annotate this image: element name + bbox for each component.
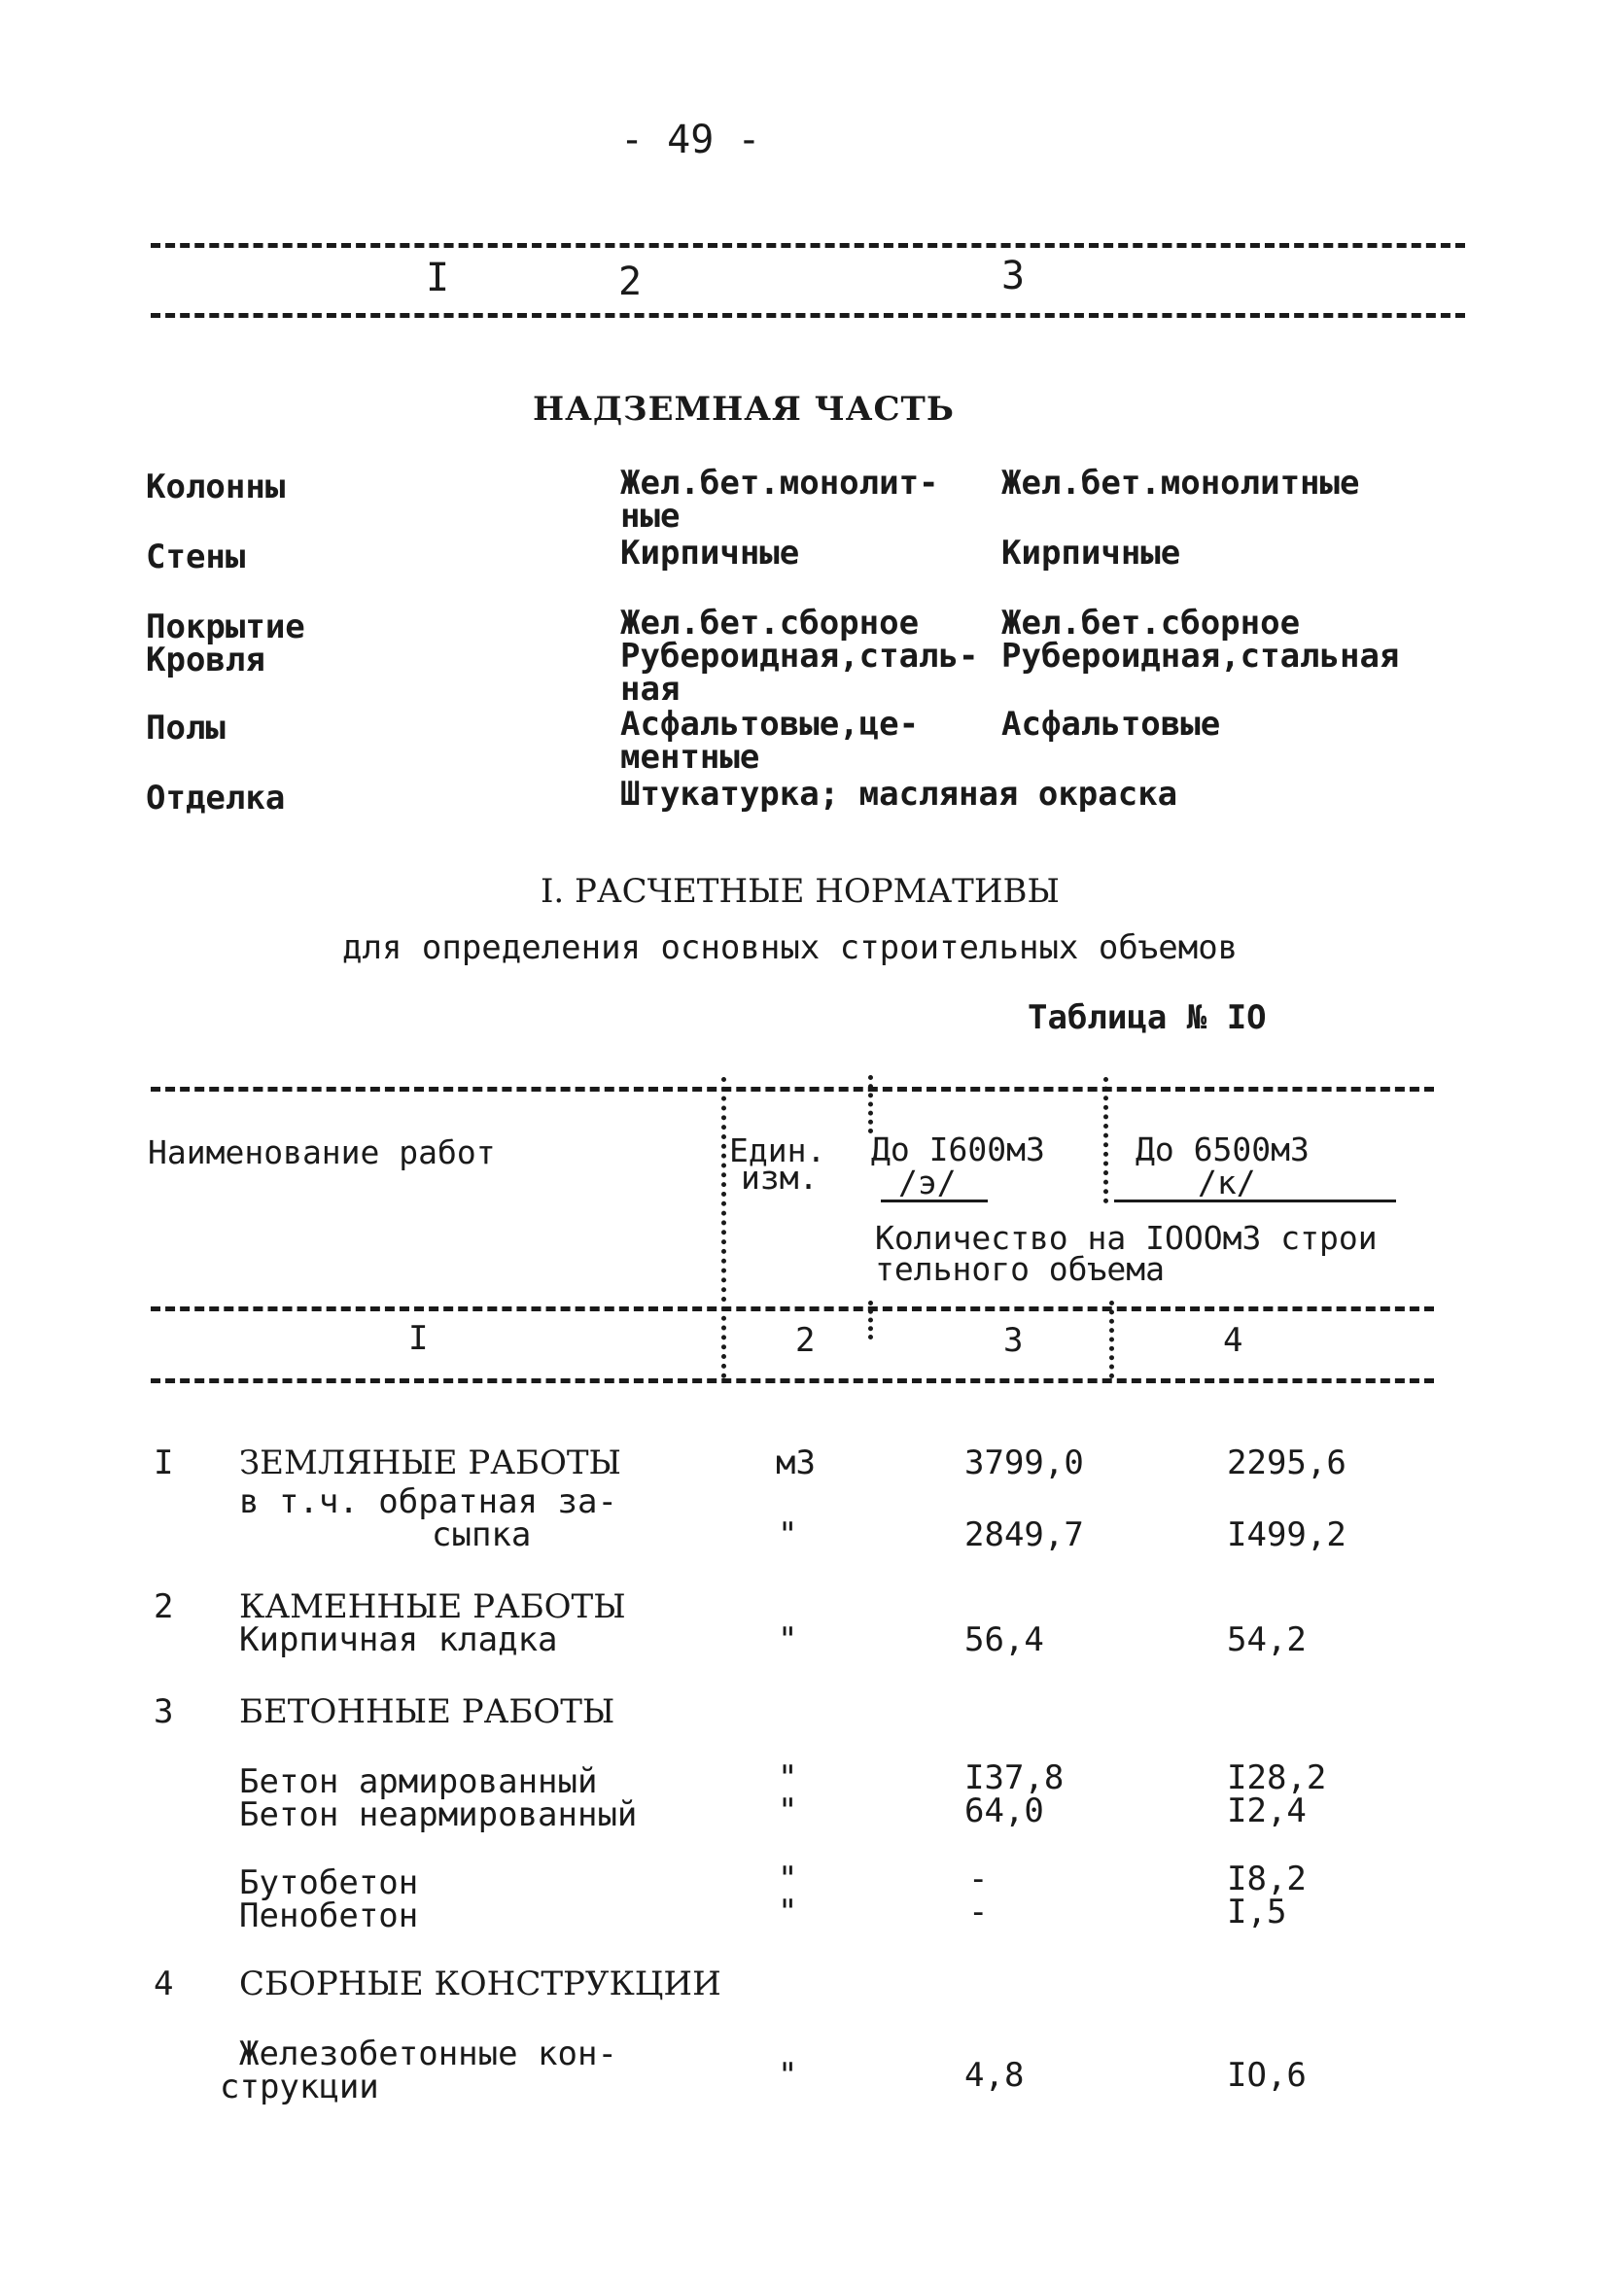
table-top-rule: [151, 1087, 1434, 1092]
row-value-4: I28,2: [1227, 1758, 1327, 1797]
col-header-qty: Количество на IOOOм3 строи тельного объема: [875, 1219, 1378, 1288]
table-mid-rule: [151, 1306, 1434, 1311]
row-value-4: I8,2: [1227, 1860, 1307, 1898]
material-value-col2: Жел.бет.сборное: [620, 604, 920, 643]
row-unit: ": [778, 1860, 798, 1898]
col-header-name: Наименование работ: [148, 1133, 496, 1171]
row-unit: ": [778, 1893, 798, 1931]
row-value-4: I499,2: [1227, 1515, 1346, 1554]
col-header-3-underline: [881, 1200, 988, 1202]
row-value-3: 2849,7: [964, 1515, 1084, 1554]
page-number: - 49 -: [620, 118, 761, 162]
col-header-3: До I600м3 /э/: [871, 1131, 1045, 1201]
material-name: Покрытие: [146, 608, 305, 646]
col-header-4-underline: [1114, 1200, 1396, 1202]
row-value-4: 2295,6: [1227, 1444, 1346, 1482]
row-value-3: 64,0: [964, 1792, 1044, 1830]
row-name: Бетон армированный: [239, 1762, 598, 1801]
row-name: СБОРНЫЕ КОНСТРУКЦИИ: [239, 1965, 721, 2003]
table-vsep-5: [1109, 1301, 1114, 1378]
material-name: Кровля: [146, 641, 265, 679]
material-value-col3: Асфальтовые: [1001, 705, 1221, 744]
material-value-col2: Кирпичные: [620, 534, 800, 573]
top-header-col1: I: [426, 256, 450, 300]
row-name: сыпка: [432, 1515, 532, 1554]
material-value-col2: Рубероидная,сталь- ная: [620, 637, 979, 709]
table-vsep-3: [1103, 1077, 1108, 1203]
row-num: I: [154, 1444, 174, 1482]
row-value-3: 3799,0: [964, 1444, 1084, 1482]
row-value-3: -: [968, 1860, 989, 1898]
material-name: Колонны: [146, 468, 286, 506]
col-number-1: I: [408, 1319, 429, 1358]
row-name: ЗЕМЛЯНЫЕ РАБОТЫ: [239, 1444, 621, 1482]
row-name: Бутобетон: [239, 1863, 419, 1902]
col-number-3: 3: [1003, 1321, 1024, 1360]
header-bottom-rule: [151, 313, 1465, 318]
material-value-col3: Рубероидная,стальная: [1001, 637, 1400, 676]
row-unit: ": [778, 2056, 798, 2095]
material-value-col2: Асфальтовые,це- ментные: [620, 705, 920, 777]
row-name: Пенобетон: [239, 1896, 419, 1935]
row-value-3: I37,8: [964, 1758, 1065, 1797]
calc-subtitle: для определения основных строительных объемов: [342, 928, 1239, 967]
material-value-col2: Жел.бет.монолит- ные: [620, 464, 939, 536]
col-number-4: 4: [1223, 1321, 1243, 1360]
row-value-3: 56,4: [964, 1620, 1044, 1659]
row-num: 3: [154, 1692, 174, 1731]
row-value-3: -: [968, 1893, 989, 1931]
col-header-4: До 6500м3 /к/: [1136, 1131, 1310, 1201]
row-num: 2: [154, 1587, 174, 1626]
top-header-col3: 3: [1001, 254, 1026, 298]
material-value-col3: Жел.бет.сборное: [1001, 604, 1301, 643]
table-vsep-1: [721, 1077, 726, 1378]
material-name: Отделка: [146, 779, 286, 818]
row-value-4: 54,2: [1227, 1620, 1307, 1659]
material-name: Полы: [146, 709, 226, 748]
top-header-col2: 2: [618, 260, 643, 304]
material-name: Стены: [146, 538, 246, 576]
row-name: в т.ч. обратная за-: [239, 1482, 617, 1521]
row-name: Кирпичная кладка: [239, 1620, 558, 1659]
calc-title: I. РАСЧЕТНЫЕ НОРМАТИВЫ: [541, 872, 1060, 911]
table-label: Таблица № IO: [1028, 998, 1267, 1037]
row-unit: ": [778, 1758, 798, 1797]
row-value-4: IO,6: [1227, 2056, 1307, 2095]
section-title: НАДЗЕМНАЯ ЧАСТЬ: [533, 390, 955, 429]
row-name: БЕТОННЫЕ РАБОТЫ: [239, 1692, 615, 1731]
table-vsep-2: [868, 1075, 873, 1133]
row-name: струкции: [220, 2068, 379, 2106]
row-num: 4: [154, 1965, 174, 2003]
row-value-3: 4,8: [964, 2056, 1025, 2095]
col-header-unit: Един. изм.: [729, 1131, 826, 1197]
row-unit: ": [778, 1515, 798, 1554]
header-top-rule: [151, 243, 1465, 248]
material-value-col3: Жел.бет.монолитные: [1001, 464, 1360, 503]
row-name: Бетон неармированный: [239, 1795, 638, 1834]
table-bottom-rule: [151, 1378, 1434, 1383]
row-unit: м3: [776, 1444, 816, 1482]
material-value-col2: Штукатурка; масляная окраска: [620, 775, 1178, 814]
row-unit: ": [778, 1620, 798, 1659]
row-value-4: I,5: [1227, 1893, 1287, 1931]
col-number-2: 2: [795, 1321, 816, 1360]
row-name: Железобетонные кон-: [239, 2035, 617, 2073]
material-value-col3: Кирпичные: [1001, 534, 1181, 573]
row-unit: ": [778, 1792, 798, 1830]
row-name: КАМЕННЫЕ РАБОТЫ: [239, 1587, 626, 1626]
row-value-4: I2,4: [1227, 1792, 1307, 1830]
